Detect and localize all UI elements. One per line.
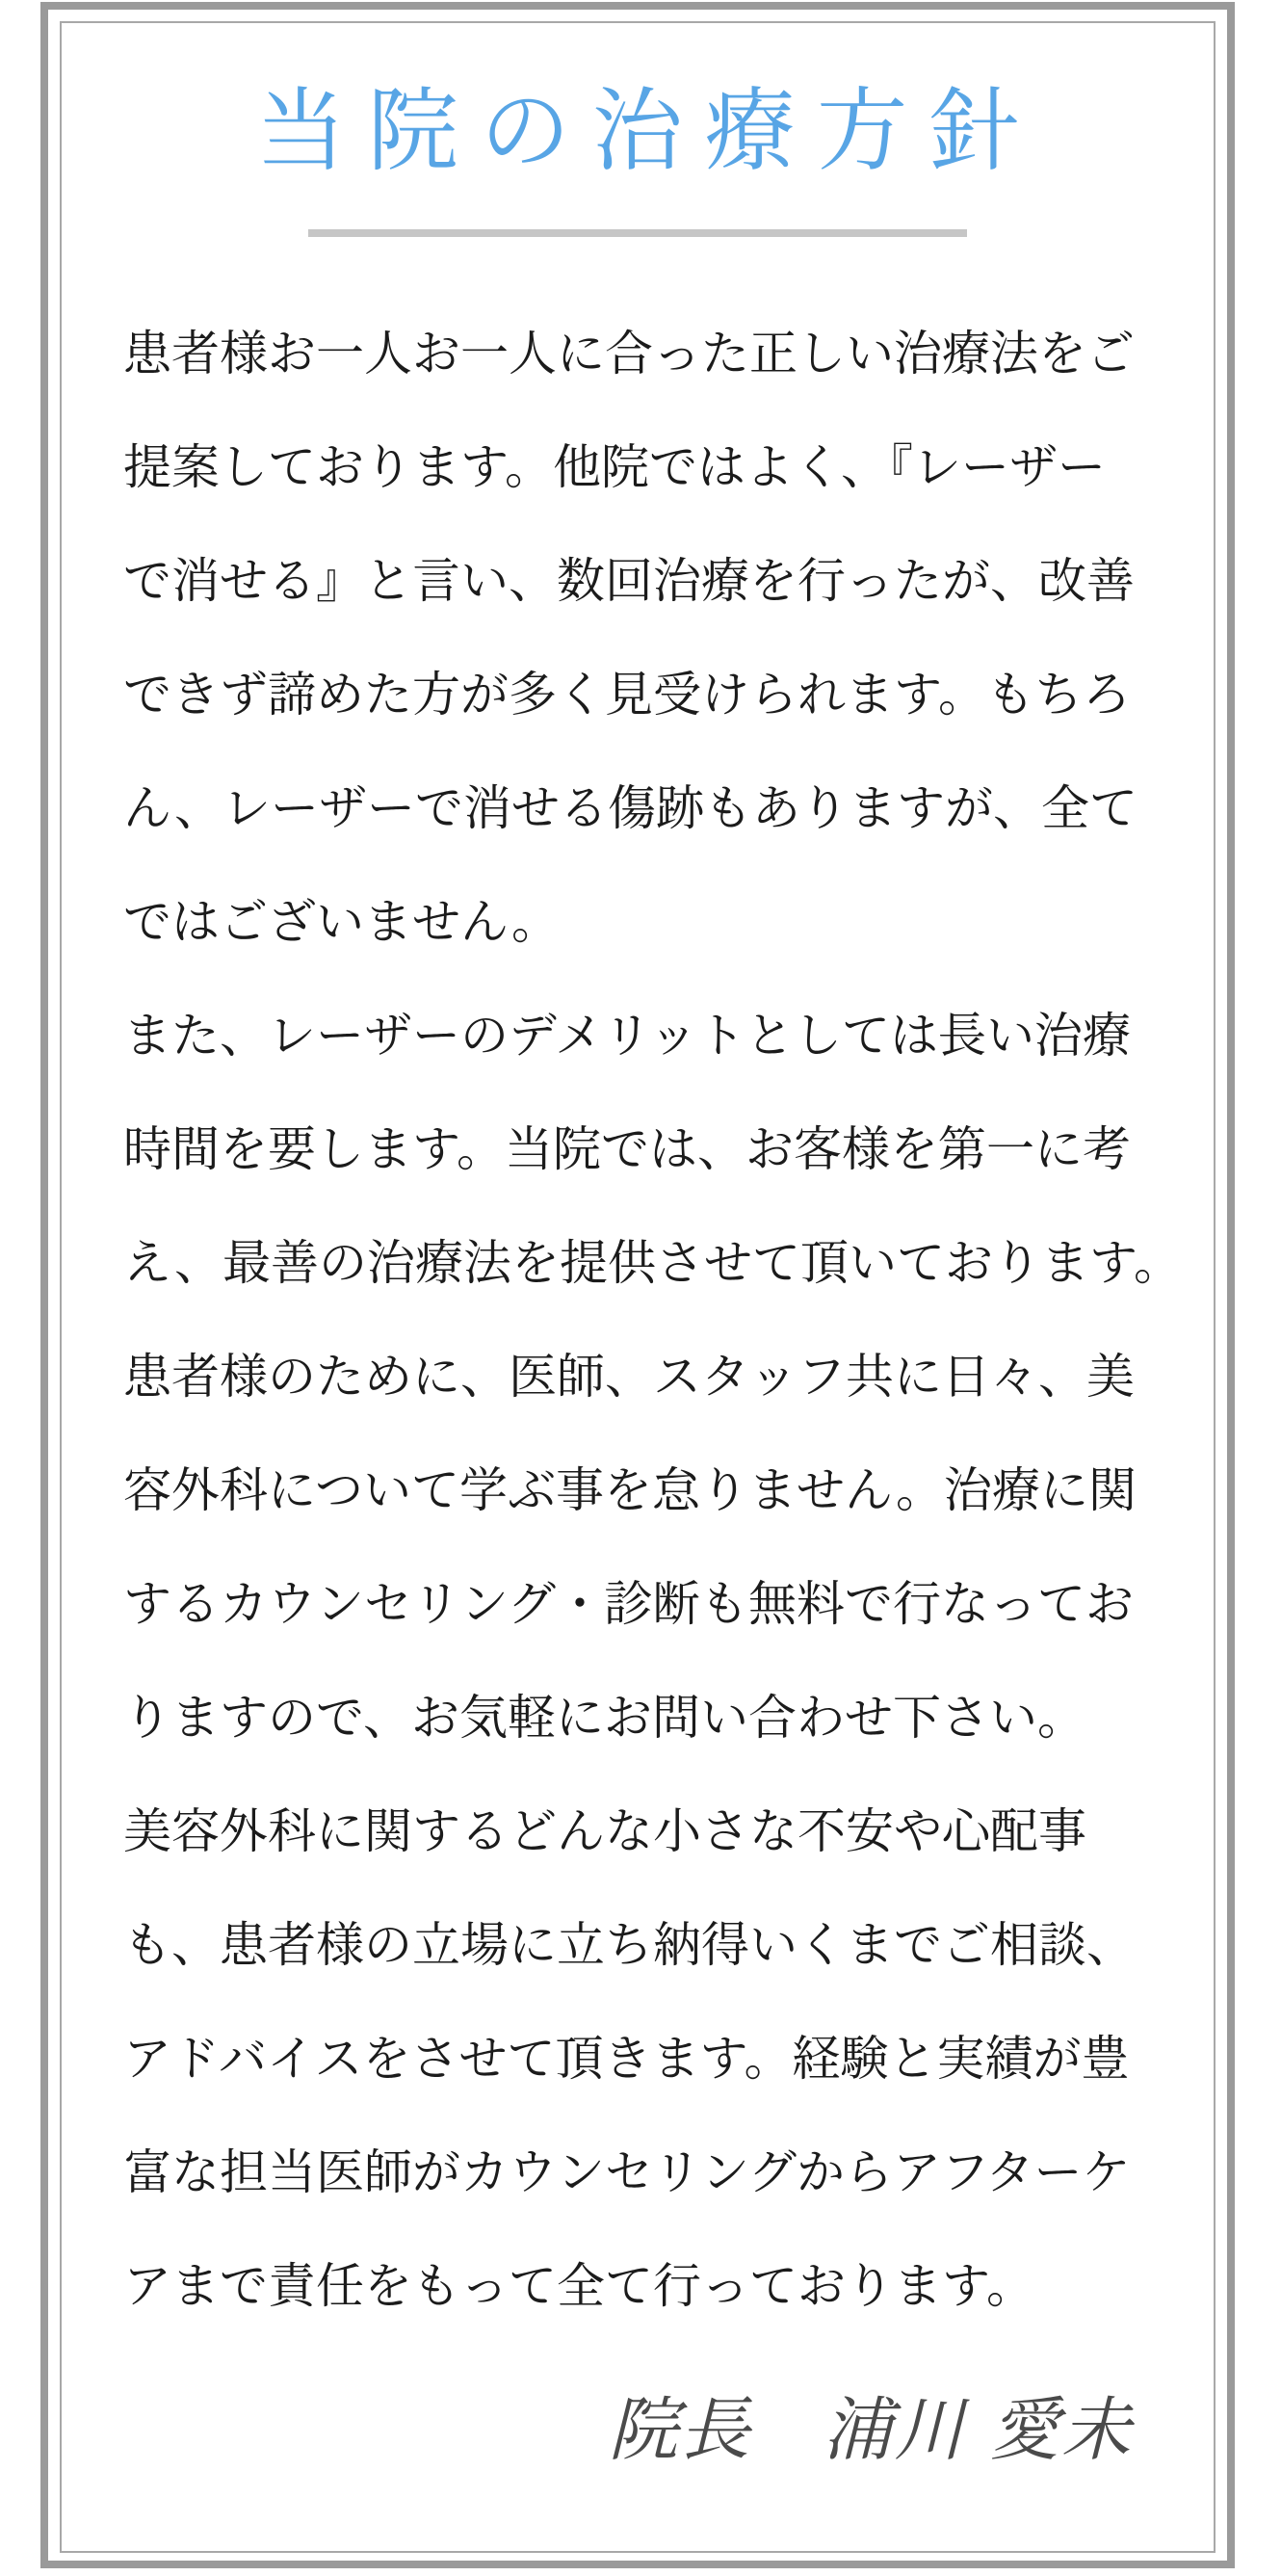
inner-frame — [60, 21, 1216, 2553]
body-line: 患者様のために、医師、スタッフ共に日々、美 — [123, 1349, 1135, 1405]
body-line: 提案しております。他院ではよく、『レーザー — [123, 439, 1106, 495]
body-line: 時間を要します。当院では、お客様を第一に考 — [123, 1121, 1131, 1177]
body-line: 患者様お一人お一人に合った正しい治療法をご — [123, 326, 1135, 381]
body-line: ではございません。 — [123, 894, 560, 950]
title-divider — [308, 229, 967, 237]
body-line: 容外科について学ぶ事を怠りません。治療に関 — [123, 1462, 1137, 1518]
body-line: 富な担当医師がカウンセリングからアフターケ — [123, 2144, 1131, 2200]
body-line: 美容外科に関するどんな小さな不安や心配事 — [123, 1803, 1086, 1859]
body-line: え、最善の治療法を提供させて頂いております。 — [123, 1235, 1182, 1291]
body-line: アまで責任をもって全て行っております。 — [123, 2258, 1034, 2314]
body-line: できず諦めた方が多く見受けられます。もちろ — [123, 667, 1131, 723]
body-text — [62, 297, 1214, 2343]
outer-frame — [40, 2, 1235, 2568]
body-line: アドバイスをさせて頂きます。経験と実績が豊 — [123, 2031, 1130, 2087]
page-title: 当院の治療方針 — [255, 79, 1042, 184]
body-line: ん、レーザーで消せる傷跡もありますが、全て — [123, 780, 1137, 836]
body-line: するカウンセリング・診断も無料で行なってお — [123, 1576, 1134, 1632]
body-line: で消せる』と言い、数回治療を行ったが、改善 — [123, 553, 1135, 609]
body-line: も、患者様の立場に立ち納得いくまでご相談、 — [123, 1917, 1135, 1973]
body-line: また、レーザーのデメリットとしては長い治療 — [123, 1008, 1131, 1064]
body-line: りますので、お気軽にお問い合わせ下さい。 — [123, 1690, 1085, 1746]
director-signature: 院長 浦川 愛未 — [608, 2389, 1133, 2470]
